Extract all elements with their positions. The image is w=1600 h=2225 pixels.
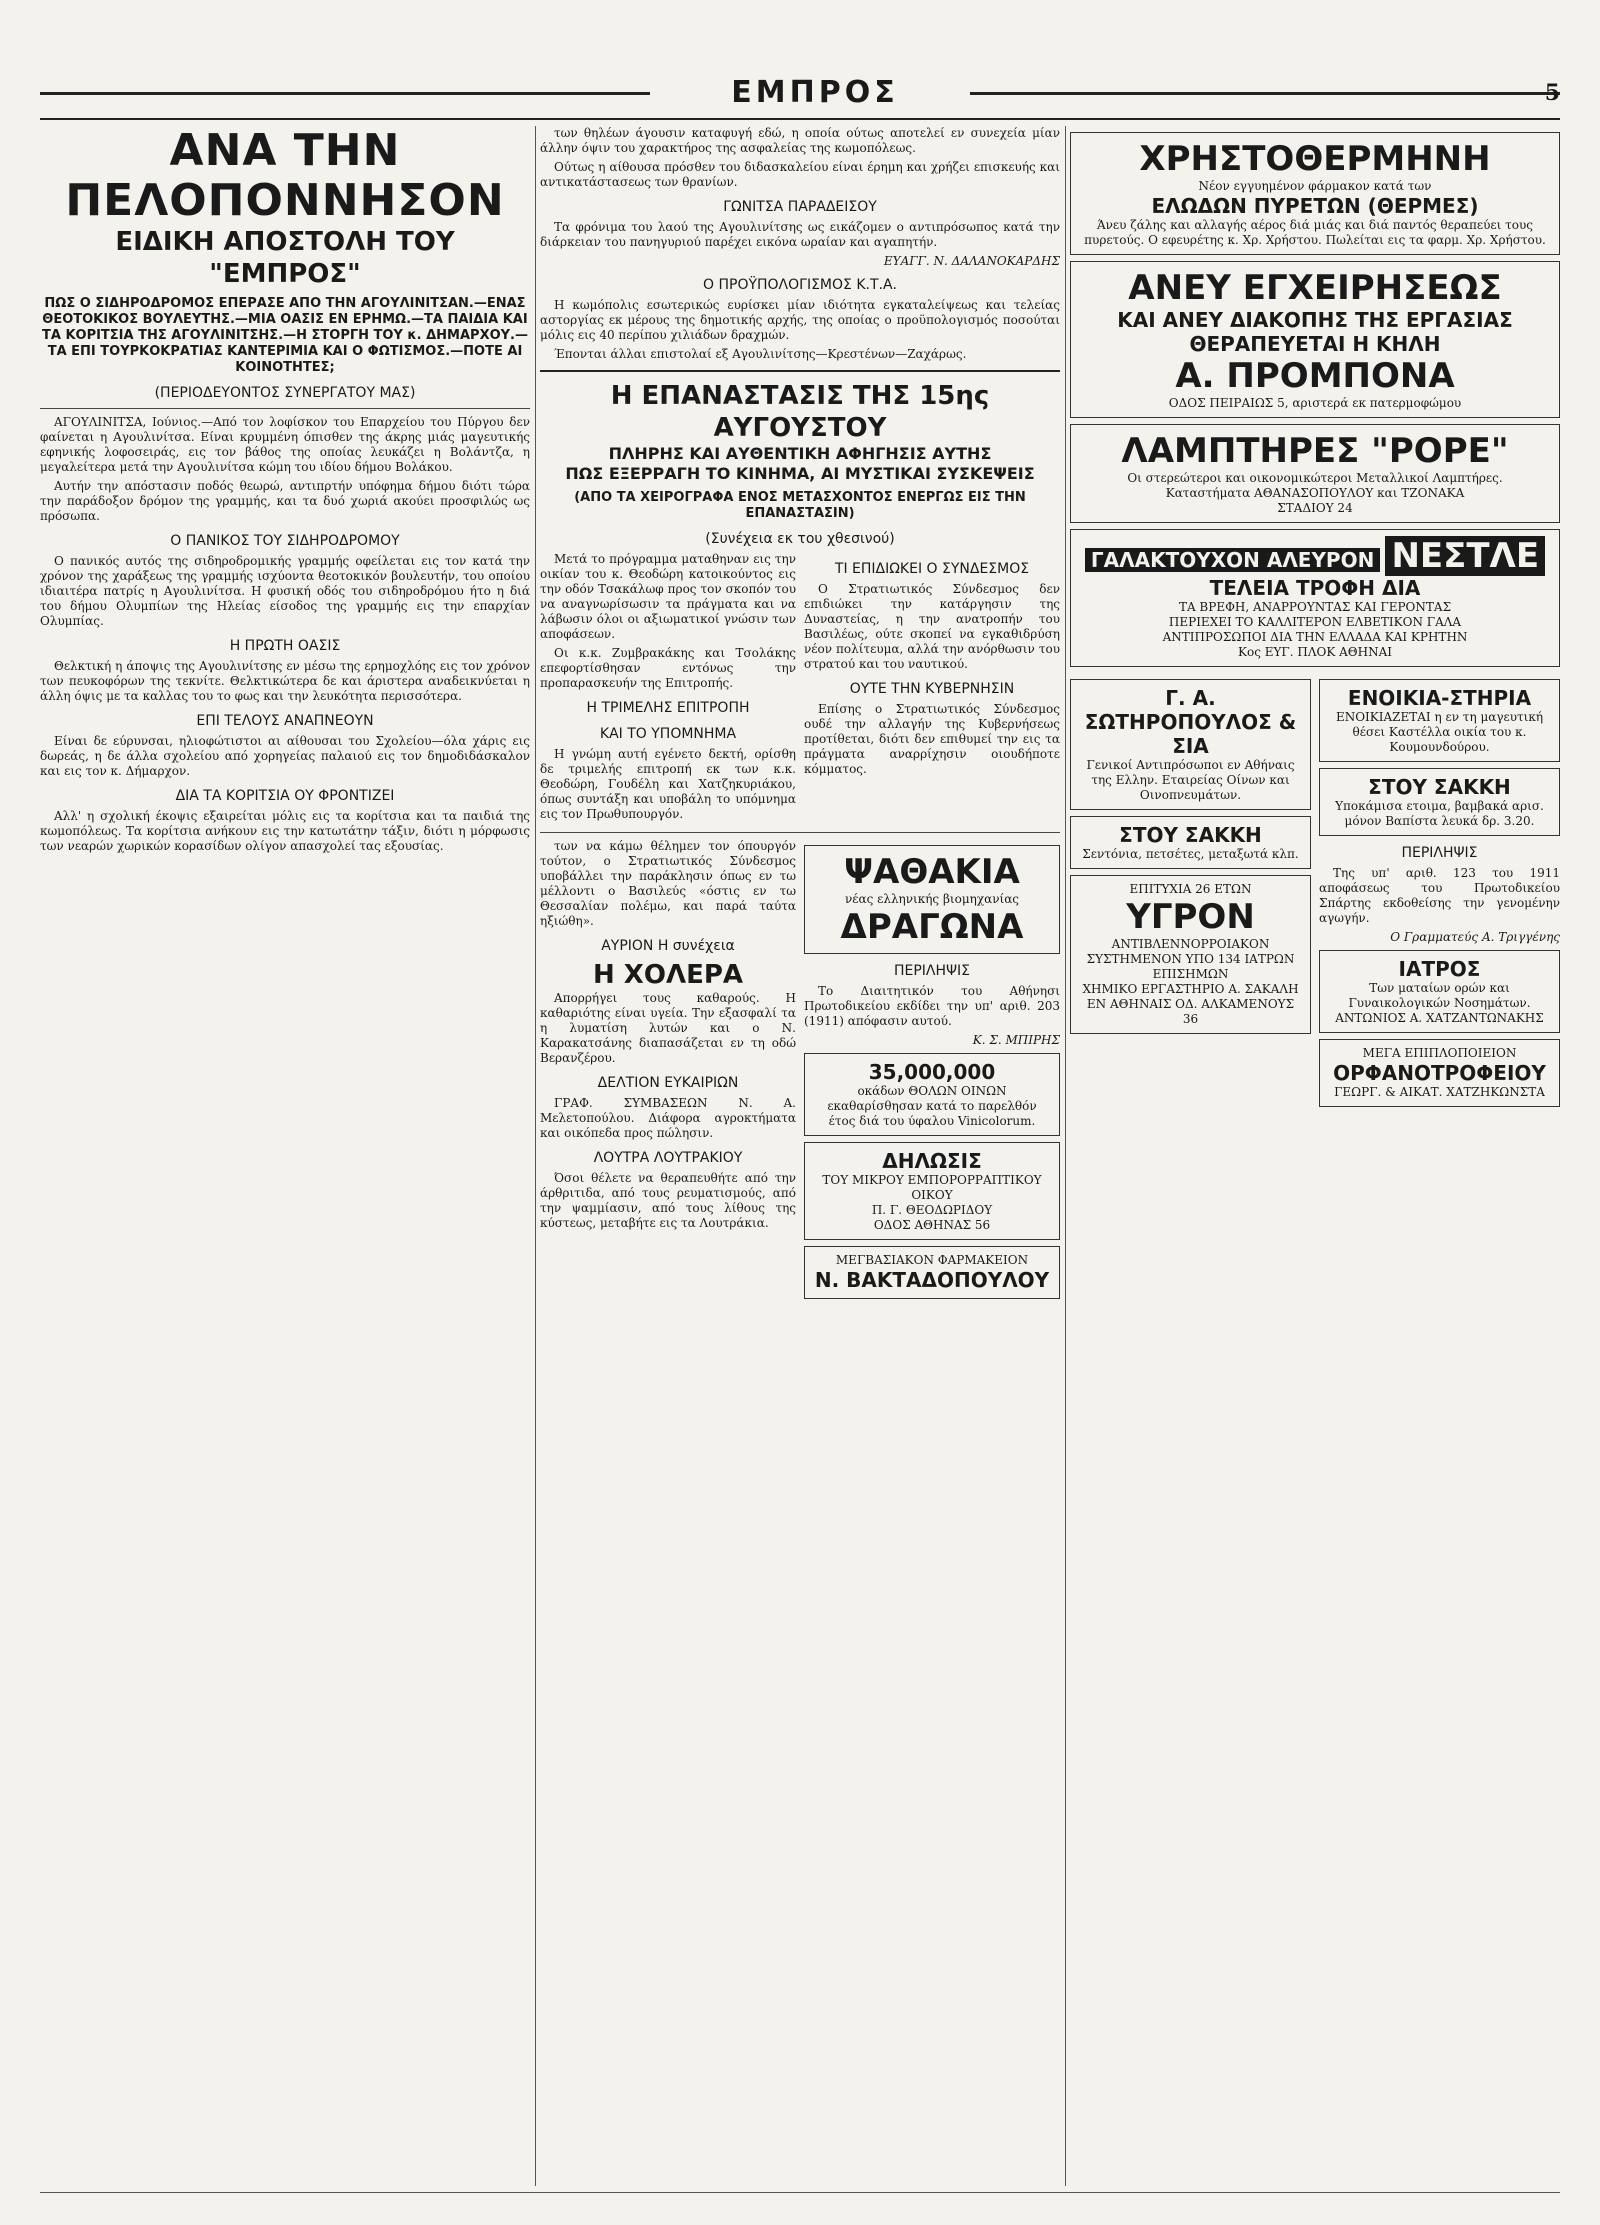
signature: ΕΥΑΓΓ. Ν. ΔΑΛΑΝΟΚΑΡΔΗΣ — [883, 254, 1060, 268]
rent-ad — [1319, 679, 1560, 762]
ad-name: ΟΡΦΑΝΟΤΡΟΦΕΙΟΥ — [1333, 1061, 1546, 1085]
wine-ad — [804, 1053, 1060, 1136]
ad-header: ΕΠΙΤΥΧΙΑ 26 ΕΤΩΝ — [1129, 882, 1252, 896]
article-paragraph: Οι κ.κ. Ζυμβρακάκης και Τσολάκης επεφορτίσθησαν εντόνως την προπαρασκευήν της Επιτροπής. — [540, 646, 796, 690]
ad-line: ΑΝΤΙΠΡΟΣΩΠΟΙ ΔΙΑ ΤΗΝ ΕΛΛΑΔΑ ΚΑΙ ΚΡΗΤΗΝ — [1162, 630, 1468, 644]
section-heading: ΔΙΑ ΤΑ ΚΟΡΙΤΣΙΑ ΟΥ ΦΡΟΝΤΙΖΕΙ — [175, 788, 395, 804]
article-paragraph: Αλλ' η σχολική έκοψις εξαιρείται μόλις εις τα κορίτσια και τα παιδιά της κωμοπόλεως. Τα κορίτσια ανήκουν εις την κατωτάτην τάξιν, διότι η μόρφωσις των νεαρών χωρικών κορασίδων ολίγον απασχολεί τας εξουσίας. — [40, 809, 530, 853]
byline: (ΠΕΡΙΟΔΕΥΟΝΤΟΣ ΣΥΝΕΡΓΑΤΟΥ ΜΑΣ) — [154, 385, 416, 401]
ad-title: ΜΕΓΒΑΣΙΑΚΟΝ ΦΑΡΜΑΚΕΙΟΝ — [835, 1253, 1029, 1267]
ad-text: Άνευ ζάλης και αλλαγής αέρος διά μιάς και διά παντός θεραπεύει τους πυρετούς. Ο εφευρέτης κ. Χρ. Χρήστου. Πωλείται εις τα φαρμ. Χρ. Χρήστου. — [1084, 218, 1546, 247]
ad-text: οκάδων ΘΟΛΩΝ ΟΙΝΩΝ εκαθαρίσθησαν κατά το παρελθόν έτος διά του ύφαλου Vinicolorum. — [827, 1084, 1037, 1128]
revolution-subhead: ΠΩΣ ΕΞΕΡΡΑΓΗ ΤΟ ΚΙΝΗΜΑ, ΑΙ ΜΥΣΤΙΚΑΙ ΣΥΣΚΕΨΕΙΣ — [565, 464, 1035, 483]
ad-line: ΠΕΡΙΕΧΕΙ ΤΟ ΚΑΛΛΙΤΕΡΟΝ ΕΛΒΕΤΙΚΟΝ ΓΑΛΑ — [1168, 615, 1462, 629]
article-paragraph: Ούτως η αίθουσα πρόσθεν του διδασκαλείου είναι έρημη και χρήζει επισκευής και αντικατάστασεως των θρανίων. — [540, 160, 1060, 189]
top-rule — [40, 118, 1560, 120]
masthead-rule-left — [40, 92, 650, 95]
page-number: 5 — [1544, 80, 1560, 106]
ad-name: ΑΝΤΩΝΙΟΣ Α. ΧΑΤΖΑΝΤΩΝΑΚΗΣ — [1335, 1011, 1544, 1025]
section-heading: ΠΕΡΙΛΗΨΙΣ — [1401, 845, 1478, 861]
article-paragraph: ΓΡΑΦ. ΣΥΜΒΑΣΕΩΝ Ν. Α. Μελετοπούλου. Διάφορα αγροκτήματα και οικόπεδα προς πώλησιν. — [540, 1096, 796, 1140]
article-paragraph: Το Διαιτητικόν του Αθήνησι Πρωτοδικείου εκδίδει την υπ' αριθ. 203 (1911) απόφασιν αυτού. — [804, 984, 1060, 1028]
cholera-heading: Η ΧΟΛΕΡΑ — [592, 960, 744, 990]
sotiropoulos-ad — [1070, 679, 1311, 810]
pharmacy-ad — [804, 1246, 1060, 1299]
ad-address: ΟΔΟΣ ΑΘΗΝΑΣ 56 — [873, 1218, 991, 1232]
article-paragraph: ΑΓΟΥΛΙΝΙΤΣΑ, Ιούνιος.—Από τον λοφίσκον του Επαρχείου του Πύργου δεν φαίνεται η Αγουλινίτσα. Είναι κρυμμένη όπισθεν της άκρης μιάς μαγευτικής εφηνικής λοφοσειράς, εις τον βάθος της οποίας λευκάζει η Βολάντζα, η μεγαλείτερα μετά την Αγουλινίτσα κώμη του ιδίου δήμου Βολάκου. — [40, 415, 530, 474]
ad-address: ΟΔΟΣ ΠΕΙΡΑΙΩΣ 5, αριστερά εκ πατερμοφώμου — [1168, 396, 1462, 410]
bottom-rule — [40, 2192, 1560, 2193]
ad-name: Ν. ΒΑΚΤΑΔΟΠΟΥΛΟΥ — [814, 1268, 1050, 1292]
ad-name: Α. ΠΡΟΜΠΟΝΑ — [1175, 356, 1455, 396]
psathakia-ad — [804, 845, 1060, 954]
masthead-title: ΕΜΠΡΟΣ — [731, 75, 899, 110]
ad-title: ΔΗΛΩΣΙΣ — [882, 1149, 982, 1173]
article-paragraph: Ο Στρατιωτικός Σύνδεσμος δεν επιδιώκει την κατάργησιν της Δυναστείας, η την ανατροπήν του Βασιλέως, ούτε σκοπεί να εγκαθιδρύση νέον πολίτευμα, αλλά την ανόρθωσιν του στρατού και του ναυτικού. — [804, 582, 1060, 671]
section-heading: Ο ΠΑΝΙΚΟΣ ΤΟΥ ΣΙΔΗΡΟΔΡΟΜΟΥ — [170, 533, 400, 549]
ad-subtitle: ΑΝΤΙΒΛΕΝΝΟΡΡΟΙΑΚΟΝ — [1111, 937, 1270, 951]
divider — [540, 370, 1060, 372]
continuation-note: (Συνέχεια εκ του χθεσινού) — [705, 531, 895, 547]
ad-subtitle: ΕΛΩΔΩΝ ΠΥΡΕΤΩΝ (ΘΕΡΜΕΣ) — [1151, 194, 1479, 218]
ad-subtitle: Νέον εγγυημένον φάρμακον κατά των — [1198, 179, 1432, 193]
ad-title: ΜΕΓΑ ΕΠΙΠΛΟΠΟΙΕΙΟΝ — [1362, 1046, 1517, 1060]
divider — [40, 408, 530, 409]
divider — [540, 832, 1060, 833]
section-heading: ΟΥΤΕ ΤΗΝ ΚΥΒΕΡΝΗΣΙΝ — [849, 681, 1015, 697]
ad-line: ΤΑ ΒΡΕΦΗ, ΑΝΑΡΡΟΥΝΤΑΣ ΚΑΙ ΓΕΡΟΝΤΑΣ — [1178, 600, 1452, 614]
section-heading: ΠΕΡΙΛΗΨΙΣ — [893, 963, 971, 979]
section-heading: Η ΤΡΙΜΕΛΗΣ ΕΠΙΤΡΟΠΗ — [586, 700, 750, 716]
ads-block — [540, 839, 1060, 1305]
ad-text: Γενικοί Αντιπρόσωποι εν Αθήναις της Ελλην. Εταιρείας Οίνων και Οινοπνευμάτων. — [1086, 758, 1295, 802]
ad-number: 35,000,000 — [868, 1060, 996, 1084]
ad-title: ΨΑΘΑΚΙΑ — [844, 852, 1020, 892]
ad-text: Υποκάμισα ετοιμα, βαμβακά αρισ. μόνον Βαπίστα λευκά δρ. 3.20. — [1335, 799, 1544, 828]
article-paragraph: Η γνώμη αυτή εγένετο δεκτή, ορίσθη δε τριμελής επιτροπή εκ των κ.κ. Θεοδώρη, Γουδέλη και Χατζηκυριάκου, όπως συντάξη και υποβάλη το υπόμνημα εις τον Πρωθυπουργόν. — [540, 747, 796, 821]
ad-name: Π. Γ. ΘΕΟΔΩΡΙΔΟΥ — [871, 1203, 993, 1217]
ad-title: ΕΝΟΙΚΙΑ-ΣΤΗΡΙΑ — [1347, 686, 1532, 710]
signature: Ο Γραμματεύς Α. Τριγγένης — [1390, 930, 1560, 944]
ad-title: ΔΡΑΓΩΝΑ — [840, 907, 1024, 947]
article-paragraph: Είναι δε εύρυνσαι, ηλιοφώτιστοι αι αίθουσαι του Σχολείου—όλα χάρις εις δωρεάς, η δε άλλα σχολείου από χορηγείας παλαιού εις τον δημοδιδάσκαλον και εις τον κ. Δήμαρχον. — [40, 734, 530, 778]
ad-title: ΛΑΜΠΤΗΡΕΣ "ΡΟΡΕ" — [1121, 431, 1509, 471]
continued-tomorrow: ΑΥΡΙΟΝ Η συνέχεια — [601, 938, 735, 954]
sakki-ad — [1070, 816, 1311, 869]
article-paragraph: Η κωμόπολις εσωτερικώς ευρίσκει μίαν ιδιότητα εγκαταλείψεως και τελείας αστοργίας εκ μέρους της δημοτικής αρχής, της οποίας ο προϋπολογισμός ποσούται μόλις εις 40 περίπου χιλιάδων δραχμών. — [540, 298, 1060, 342]
lamps-ad — [1070, 424, 1560, 523]
furniture-ad — [1319, 1039, 1560, 1107]
section-heading: Η ΠΡΩΤΗ ΟΑΣΙΣ — [229, 638, 341, 654]
ad-subtitle: ΤΟΥ ΜΙΚΡΟΥ ΕΜΠΟΡΟΡΡΑΠΤΙΚΟΥ ΟΙΚΟΥ — [822, 1173, 1042, 1202]
ad-subtitle: ΚΑΙ ΑΝΕΥ ΔΙΑΚΟΠΗΣ ΤΗΣ ΕΡΓΑΣΙΑΣ — [1117, 308, 1513, 332]
declaration-ad — [804, 1142, 1060, 1240]
revolution-headline: Η ΕΠΑΝΑΣΤΑΣΙΣ ΤΗΣ 15ης ΑΥΓΟΥΣΤΟΥ — [610, 381, 990, 443]
ygron-ad — [1070, 875, 1311, 1034]
section-heading: ΓΩΝΙΤΣΑ ΠΑΡΑΔΕΙΣΟΥ — [723, 199, 877, 215]
column-divider — [1065, 126, 1066, 2186]
ad-line: ΤΕΛΕΙΑ ΤΡΟΦΗ ΔΙΑ — [1209, 576, 1421, 600]
article-paragraph: των θηλέων άγουσιν καταφυγή εδώ, η οποία ούτως αποτελεί εν συνεχεία μίαν άλλην όψιν του χαρακτήρος της ασφαλείας της κωμοπόλεως. — [540, 126, 1060, 155]
section-heading: Ο ΠΡΟΫΠΟΛΟΓΙΣΜΟΣ Κ.Τ.Α. — [703, 277, 897, 293]
signature: Κ. Σ. ΜΠΙΡΗΣ — [972, 1033, 1060, 1047]
ad-subtitle: ΘΕΡΑΠΕΥΕΤΑΙ Η ΚΗΛΗ — [1189, 332, 1441, 356]
masthead-rule-right — [970, 92, 1560, 95]
section-heading: ΛΟΥΤΡΑ ΛΟΥΤΡΑΚΙΟΥ — [593, 1150, 743, 1166]
ad-brand: ΝΕΣΤΛΕ — [1385, 536, 1545, 576]
ad-text: Σεντόνια, πετσέτες, μεταξωτά κλπ. — [1082, 847, 1299, 861]
ads-row — [1070, 673, 1560, 1113]
ad-subtitle: ΓΕΩΡΓ. & ΑΙΚΑΤ. ΧΑΤΖΗΚΩΝΣΤΑ — [1334, 1085, 1545, 1099]
christothermini-ad — [1070, 132, 1560, 255]
revolution-deck: (ΑΠΟ ΤΑ ΧΕΙΡΟΓΡΑΦΑ ΕΝΟΣ ΜΕΤΑΣΧΟΝΤΟΣ ΕΝΕΡΓΩΣ ΕΙΣ ΤΗΝ ΕΠΑΝΑΣΤΑΣΙΝ) — [574, 490, 1026, 521]
article-paragraph: Θελκτική η άποψις της Αγουλινίτσης εν μέσω της ερημοχλόης εις τον χρόνον των πευκοφόρων της τεκνίτε. Θελκτικώτερα δε και άριστερα αναδεικνύεται η άλλη όψις με τα καλλας του το φως και την λευκότητα περισσότερα. — [40, 659, 530, 703]
article-paragraph: Ο πανικός αυτός της σιδηροδρομικής γραμμής οφείλεται εις τον κατά την χρόνον της χαράξεως της γραμμής ισχύοντα θεοτοκικόν βουλευτήν, του οποίου ιδιαιτέρα πατρίς η Αγουλινίτσα. Η φυσική οδός του σιδηροδρόμου ήτο η διά του δήμου Ολυμπίων της Ηλείας είσοδος της γραμμής εις την επαρχίαν Ολυμπίας. — [40, 554, 530, 628]
article-paragraph: των να κάμω θέλημεν τον όπουργόν τούτον, ο Στρατιωτικός Σύνδεσμος υποβάλλει την παράκλησιν όπως εν τω μέλλοντι ο Βασιλεύς «όστις εν τω Θεσσαλίαν πολέμω, και παρά ταύτα ηξιώθη». — [540, 839, 796, 928]
ad-line: Κος ΕΥΓ. ΠΛΟΚ ΑΘΗΝΑΙ — [1238, 645, 1392, 659]
column-1 — [40, 126, 530, 2186]
nestle-banner — [1079, 536, 1551, 576]
ad-name: Γ. Α. ΣΩΤΗΡΟΠΟΥΛΟΣ & ΣΙΑ — [1084, 686, 1297, 758]
nestle-ad — [1070, 529, 1560, 667]
column-divider — [535, 126, 536, 2186]
masthead — [40, 70, 1560, 116]
ad-name: ΣΤΟΥ ΣΑΚΚΗ — [1368, 775, 1511, 799]
article-paragraph: Έπονται άλλαι επιστολαί εξ Αγουλινίτσης—Κρεστένων—Ζαχάρως. — [554, 347, 967, 361]
ad-subtitle: Των ματαίων ορών και Γυναικολογικών Νοσημάτων. — [1348, 981, 1531, 1010]
article-paragraph: Τα φρόνιμα του λαού της Αγουλινίτσης ως εικάζομεν ο αντιπρόσωπος κατά την διάρκειαν του πανηγυριού παρέχει εικόνα ωραίαν και αγαπητήν. — [540, 220, 1060, 249]
main-headline: ΑΝΑ ΤΗΝ ΠΕΛΟΠΟΝΝΗΣΟΝ — [65, 126, 505, 226]
article-paragraph: Της υπ' αριθ. 123 του 1911 αποφάσεως του Πρωτοδικείου Σπάρτης εκδοθείσης την γενομένην αγωγήν. — [1319, 866, 1560, 925]
hernia-ad — [1070, 261, 1560, 418]
ad-title: ΑΝΕΥ ΕΓΧΕΙΡΗΣΕΩΣ — [1128, 268, 1502, 308]
section-heading: ΚΑΙ ΤΟ ΥΠΟΜΝΗΜΑ — [599, 726, 737, 742]
article-paragraph: Απορρήγει τους καθαρούς. Η καθαριότης είναι υγεία. Την εξασφαλί τα η λυματίση λυτών και ο Ν. Καρακατσάνης διαπασάζεται εν τη οδώ Βερανζέρου. — [540, 991, 796, 1065]
ad-left-label: ΓΑΛΑΚΤΟΥΧΟΝ ΑΛΕΥΡΟΝ — [1085, 548, 1380, 572]
article-paragraph: Επίσης ο Στρατιωτικός Σύνδεσμος ουδέ την αλλαγήν της Κυβερνήσεως προτίθεται, διότι δεν επιθυμεί την εις τα πράγματα αναρρίχησιν οιουδήποτε κόμματος. — [804, 702, 1060, 776]
ad-title: ΥΓΡΟΝ — [1126, 897, 1255, 937]
article-paragraph: Αυτήν την απόστασιν ποδός θεωρώ, αντιπρτήν υπόφημα δήμου διότι τώρα την παράδοξον δρόμον της γραμμής, και τα δυό χωριά ακούει προσφιλώς ως πρόσωπα. — [40, 479, 530, 523]
revolution-subhead: ΠΛΗΡΗΣ ΚΑΙ ΑΥΘΕΝΤΙΚΗ ΑΦΗΓΗΣΙΣ ΑΥΤΗΣ — [608, 444, 992, 463]
doctor-ad — [1319, 950, 1560, 1033]
ad-title: ΧΡΗΣΤΟΘΕΡΜΗΝΗ — [1139, 139, 1491, 179]
ad-title: ΙΑΤΡΟΣ — [1398, 957, 1481, 981]
sub-headline: ΕΙΔΙΚΗ ΑΠΟΣΤΟΛΗ ΤΟΥ "ΕΜΠΡΟΣ" — [115, 227, 455, 289]
section-heading: ΤΙ ΕΠΙΔΙΩΚΕΙ Ο ΣΥΝΔΕΣΜΟΣ — [834, 561, 1030, 577]
headline-deck: ΠΩΣ Ο ΣΙΔΗΡΟΔΡΟΜΟΣ ΕΠΕΡΑΣΕ ΑΠΟ ΤΗΝ ΑΓΟΥΛΙΝΙΤΣΑΝ.—ΕΝΑΣ ΘΕΟΤΟΚΙΚΟΣ ΒΟΥΛΕΥΤΗΣ.—ΜΙΑ ΟΑΣΙΣ ΕΝ ΕΡΗΜΩ.—ΤΑ ΠΑΙΔΙΑ ΚΑΙ ΤΑ ΚΟΡΙΤΣΙΑ ΤΗΣ ΑΓΟΥΛΙΝΙΤΣΗΣ.—Η ΣΤΟΡΓΗ ΤΟΥ κ. ΔΗΜΑΡΧΟΥ.—ΤΑ ΕΠΙ ΤΟΥΡΚΟΚΡΑΤΙΑΣ ΚΑΝΤΕΡΙΜΙΑ ΚΑΙ Ο ΦΩΤΙΣΜΟΣ.—ΠΟΤΕ ΑΙ ΚΟΙΝΟΤΗΤΕΣ; — [41, 296, 528, 375]
ad-text: ΕΝΟΙΚΙΑΖΕΤΑΙ η εν τη μαγευτική θέσει Καστέλλα οικία του κ. Κουμουνδούρου. — [1335, 710, 1544, 754]
column-3 — [1070, 126, 1560, 2186]
ad-title: ΣΤΟΥ ΣΑΚΚΗ — [1119, 823, 1262, 847]
ad-address: ΣΤΑΔΙΟΥ 24 — [1277, 501, 1353, 515]
section-heading: ΕΠΙ ΤΕΛΟΥΣ ΑΝΑΠΝΕΟΥΝ — [196, 713, 374, 729]
column-2 — [540, 126, 1060, 2186]
ad-text: Οι στερεώτεροι και οικονομικώτεροι Μεταλλικοί Λαμπτήρες. — [1127, 471, 1503, 485]
ad-subtitle: νέας ελληνικής βιομηχανίας — [844, 892, 1020, 906]
article-paragraph: Μετά το πρόγραμμα ματαθηναν εις την οικίαν του κ. Θεοδώρη κατοικούντος εις την οδόν Τσακάλωφ προς τον σκοπόν του να αναγνωρίσωσιν τα πράγματα και να λάβωσιν όλοι οι αξιωματικοί γνώσιν των αποφάσεων. — [540, 552, 796, 641]
article-paragraph: Όσοι θέλετε να θεραπευθήτε από την άρθριτιδα, από τους ρευματισμούς, από την ψαμμίασιν, από τους λίθους της κύστεως, μεταβήτε εις τα Λουτράκια. — [540, 1171, 796, 1230]
ad-footer: ΧΗΜΙΚΟ ΕΡΓΑΣΤΗΡΙΟ Α. ΣΑΚΑΛΗ ΕΝ ΑΘΗΝΑΙΣ ΟΔ. ΑΛΚΑΜΕΝΟΥΣ 36 — [1082, 982, 1299, 1026]
ad-store: Καταστήματα ΑΘΑΝΑΣΟΠΟΥΛΟΥ και ΤΖΟΝΑΚΑ — [1165, 486, 1465, 500]
section-heading: ΔΕΛΤΙΟΝ ΕΥΚΑΙΡΙΩΝ — [597, 1075, 739, 1091]
two-column-block — [540, 552, 1060, 826]
ad-text: ΣΥΣΤΗΜΕΝΟΝ ΥΠΟ 134 ΙΑΤΡΩΝ ΕΠΙΣΗΜΩΝ — [1086, 952, 1295, 981]
shirts-ad — [1319, 768, 1560, 836]
